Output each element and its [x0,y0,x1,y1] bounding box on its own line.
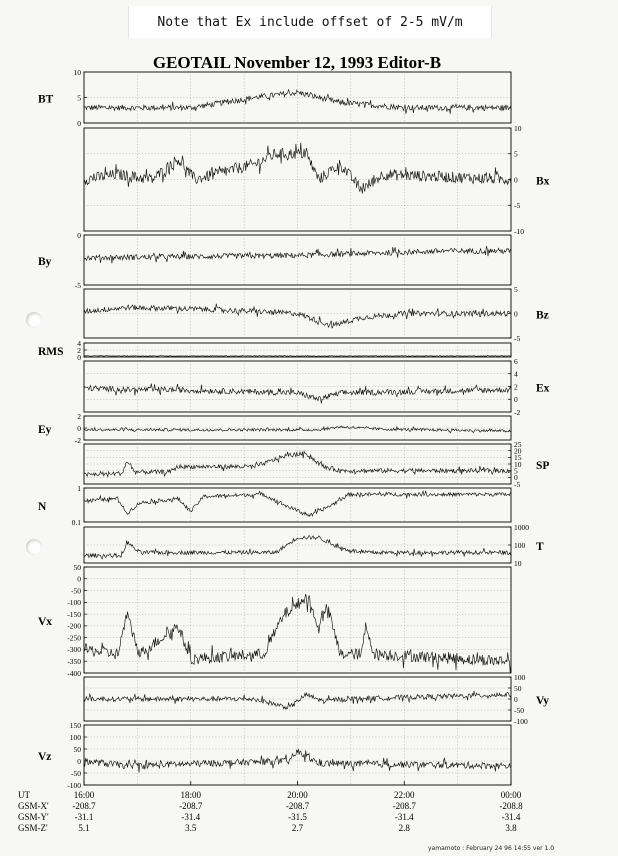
tick-label-t: 10 [514,558,522,568]
footer-value: -31.1 [74,812,94,822]
panel-label-bz: Bz [536,309,549,322]
tick-label-ey: 0 [77,423,81,433]
panel-ex [84,357,550,417]
panel-ey [38,412,511,445]
footer-value: -31.4 [501,812,521,822]
panel-label-rms: RMS [38,346,64,358]
tick-label-n: 0.1 [71,517,81,527]
ut-tick-label: 22:00 [393,790,415,800]
tick-label-rms: 0 [77,352,81,362]
panel-vx [38,563,511,678]
panel-by [38,231,511,290]
tick-label-vz: 100 [69,732,81,742]
footer-value: 2.8 [398,823,410,833]
tick-label-ex: 6 [514,356,518,366]
panel-bt [38,68,511,128]
version-stamp: yamamoto : February 24 96 14:55 ver 1.0 [428,845,555,852]
ut-tick-label: 20:00 [287,790,308,800]
tick-label-t: 100 [514,540,526,550]
panel-label-sp: SP [536,460,550,472]
tick-label-bt: 5 [77,93,81,103]
tick-label-rms: 4 [77,338,81,348]
tick-label-vx: 50 [73,562,81,572]
tick-label-sp: 25 [514,439,522,449]
ut-tick-label: 16:00 [73,790,95,800]
tick-label-by: -5 [74,280,81,290]
footer-value: 5.1 [78,823,90,833]
trace-rms [84,355,511,356]
footer-value: 2.7 [291,823,304,833]
footer-row-label: UT [18,790,30,800]
tick-label-n: 1 [77,483,81,493]
panel-label-ey: Ey [38,424,52,436]
tick-label-ex: 0 [514,395,518,405]
footer-value: -31.4 [181,812,201,822]
tick-label-ey: -2 [74,435,81,445]
tick-label-bz: 0 [514,309,518,319]
ut-tick-label: 18:00 [180,790,202,800]
tick-label-vz: -100 [67,780,81,790]
footer-row-label: GSM-Y' [18,812,49,822]
tick-label-bx: -10 [514,226,524,236]
tick-label-vx: -200 [67,621,81,631]
tick-label-bx: -5 [514,201,521,211]
tick-label-vx: -100 [67,598,81,608]
panel-label-vy: Vy [536,695,549,707]
panel-label-t: T [536,541,544,553]
tick-label-ex: -2 [514,407,521,417]
panel-label-ex: Ex [536,382,550,395]
tick-label-ey: 2 [77,411,81,421]
panel-label-bx: Bx [536,175,550,188]
tick-label-sp: 10 [514,459,522,469]
chart-title: GEOTAIL November 12, 1993 Editor-B [152,53,442,72]
tick-label-vx: -250 [67,633,81,643]
footer-value: -208.7 [392,801,416,811]
footer-value: -208.8 [499,801,523,811]
tick-label-sp: -5 [514,479,521,489]
tick-label-vy: 0 [514,694,518,704]
tick-label-bt: 10 [73,67,81,77]
panel-n [38,484,511,527]
tick-label-bt: 0 [77,118,81,128]
footer-value: -208.7 [285,801,310,811]
tick-label-t: 1000 [514,522,529,532]
tick-label-bz: -5 [514,333,521,343]
footer-value: -31.5 [288,812,307,822]
panel-rms [38,339,511,362]
tick-label-sp: 15 [514,453,522,463]
tick-label-vx: -150 [67,609,81,619]
footer-row-label: GSM-Z' [18,823,48,833]
tick-label-vz: 50 [73,744,81,754]
panel-label-n: N [38,501,47,513]
panel-t [84,523,544,568]
tick-label-sp: 20 [514,446,522,456]
panel-vz [38,721,511,790]
tick-label-ex: 4 [514,369,518,379]
tick-label-rms: 2 [77,345,81,355]
trace-ey [84,426,511,433]
footer-value: -208.7 [179,801,203,811]
tick-label-vx: 0 [77,574,81,584]
tick-label-bx: 10 [514,123,522,133]
panel-label-bt: BT [38,93,54,106]
panel-bx [84,124,550,236]
tick-label-vx: -400 [67,668,81,678]
tick-label-ex: 2 [514,382,518,392]
ut-tick-label: 00:00 [500,790,522,800]
footer-value: -208.7 [72,801,96,811]
tick-label-vy: -100 [514,716,528,726]
footer-row-label: GSM-X' [18,801,49,811]
tick-label-by: 0 [77,230,81,240]
tick-label-vz: 0 [77,756,81,766]
panel-bz [84,285,549,343]
panel-label-vx: Vx [38,616,53,628]
offset-note: Note that Ex include offset of 2-5 mV/m [128,6,492,38]
tick-label-sp: 0 [514,473,518,483]
tick-label-vz: -50 [71,768,81,778]
footer-value: 3.5 [185,823,197,833]
tick-label-vy: 50 [514,683,522,693]
tick-label-vz: 150 [69,720,81,730]
panel-label-vz: Vz [38,751,52,763]
tick-label-vx: -50 [71,586,81,596]
panel-sp [84,440,549,489]
panel-label-by: By [38,256,52,268]
tick-label-bz: 5 [514,284,518,294]
tick-label-sp: 5 [514,466,518,476]
tick-label-vx: -350 [67,657,81,667]
footer-value: -31.4 [394,812,414,822]
tick-label-bx: 0 [514,175,518,185]
tick-label-vx: -300 [67,645,81,655]
panel-vy [84,673,549,726]
footer-value: 3.8 [505,823,517,833]
tick-label-vy: -50 [514,705,524,715]
tick-label-vy: 100 [514,672,526,682]
tick-label-bx: 5 [514,149,518,159]
